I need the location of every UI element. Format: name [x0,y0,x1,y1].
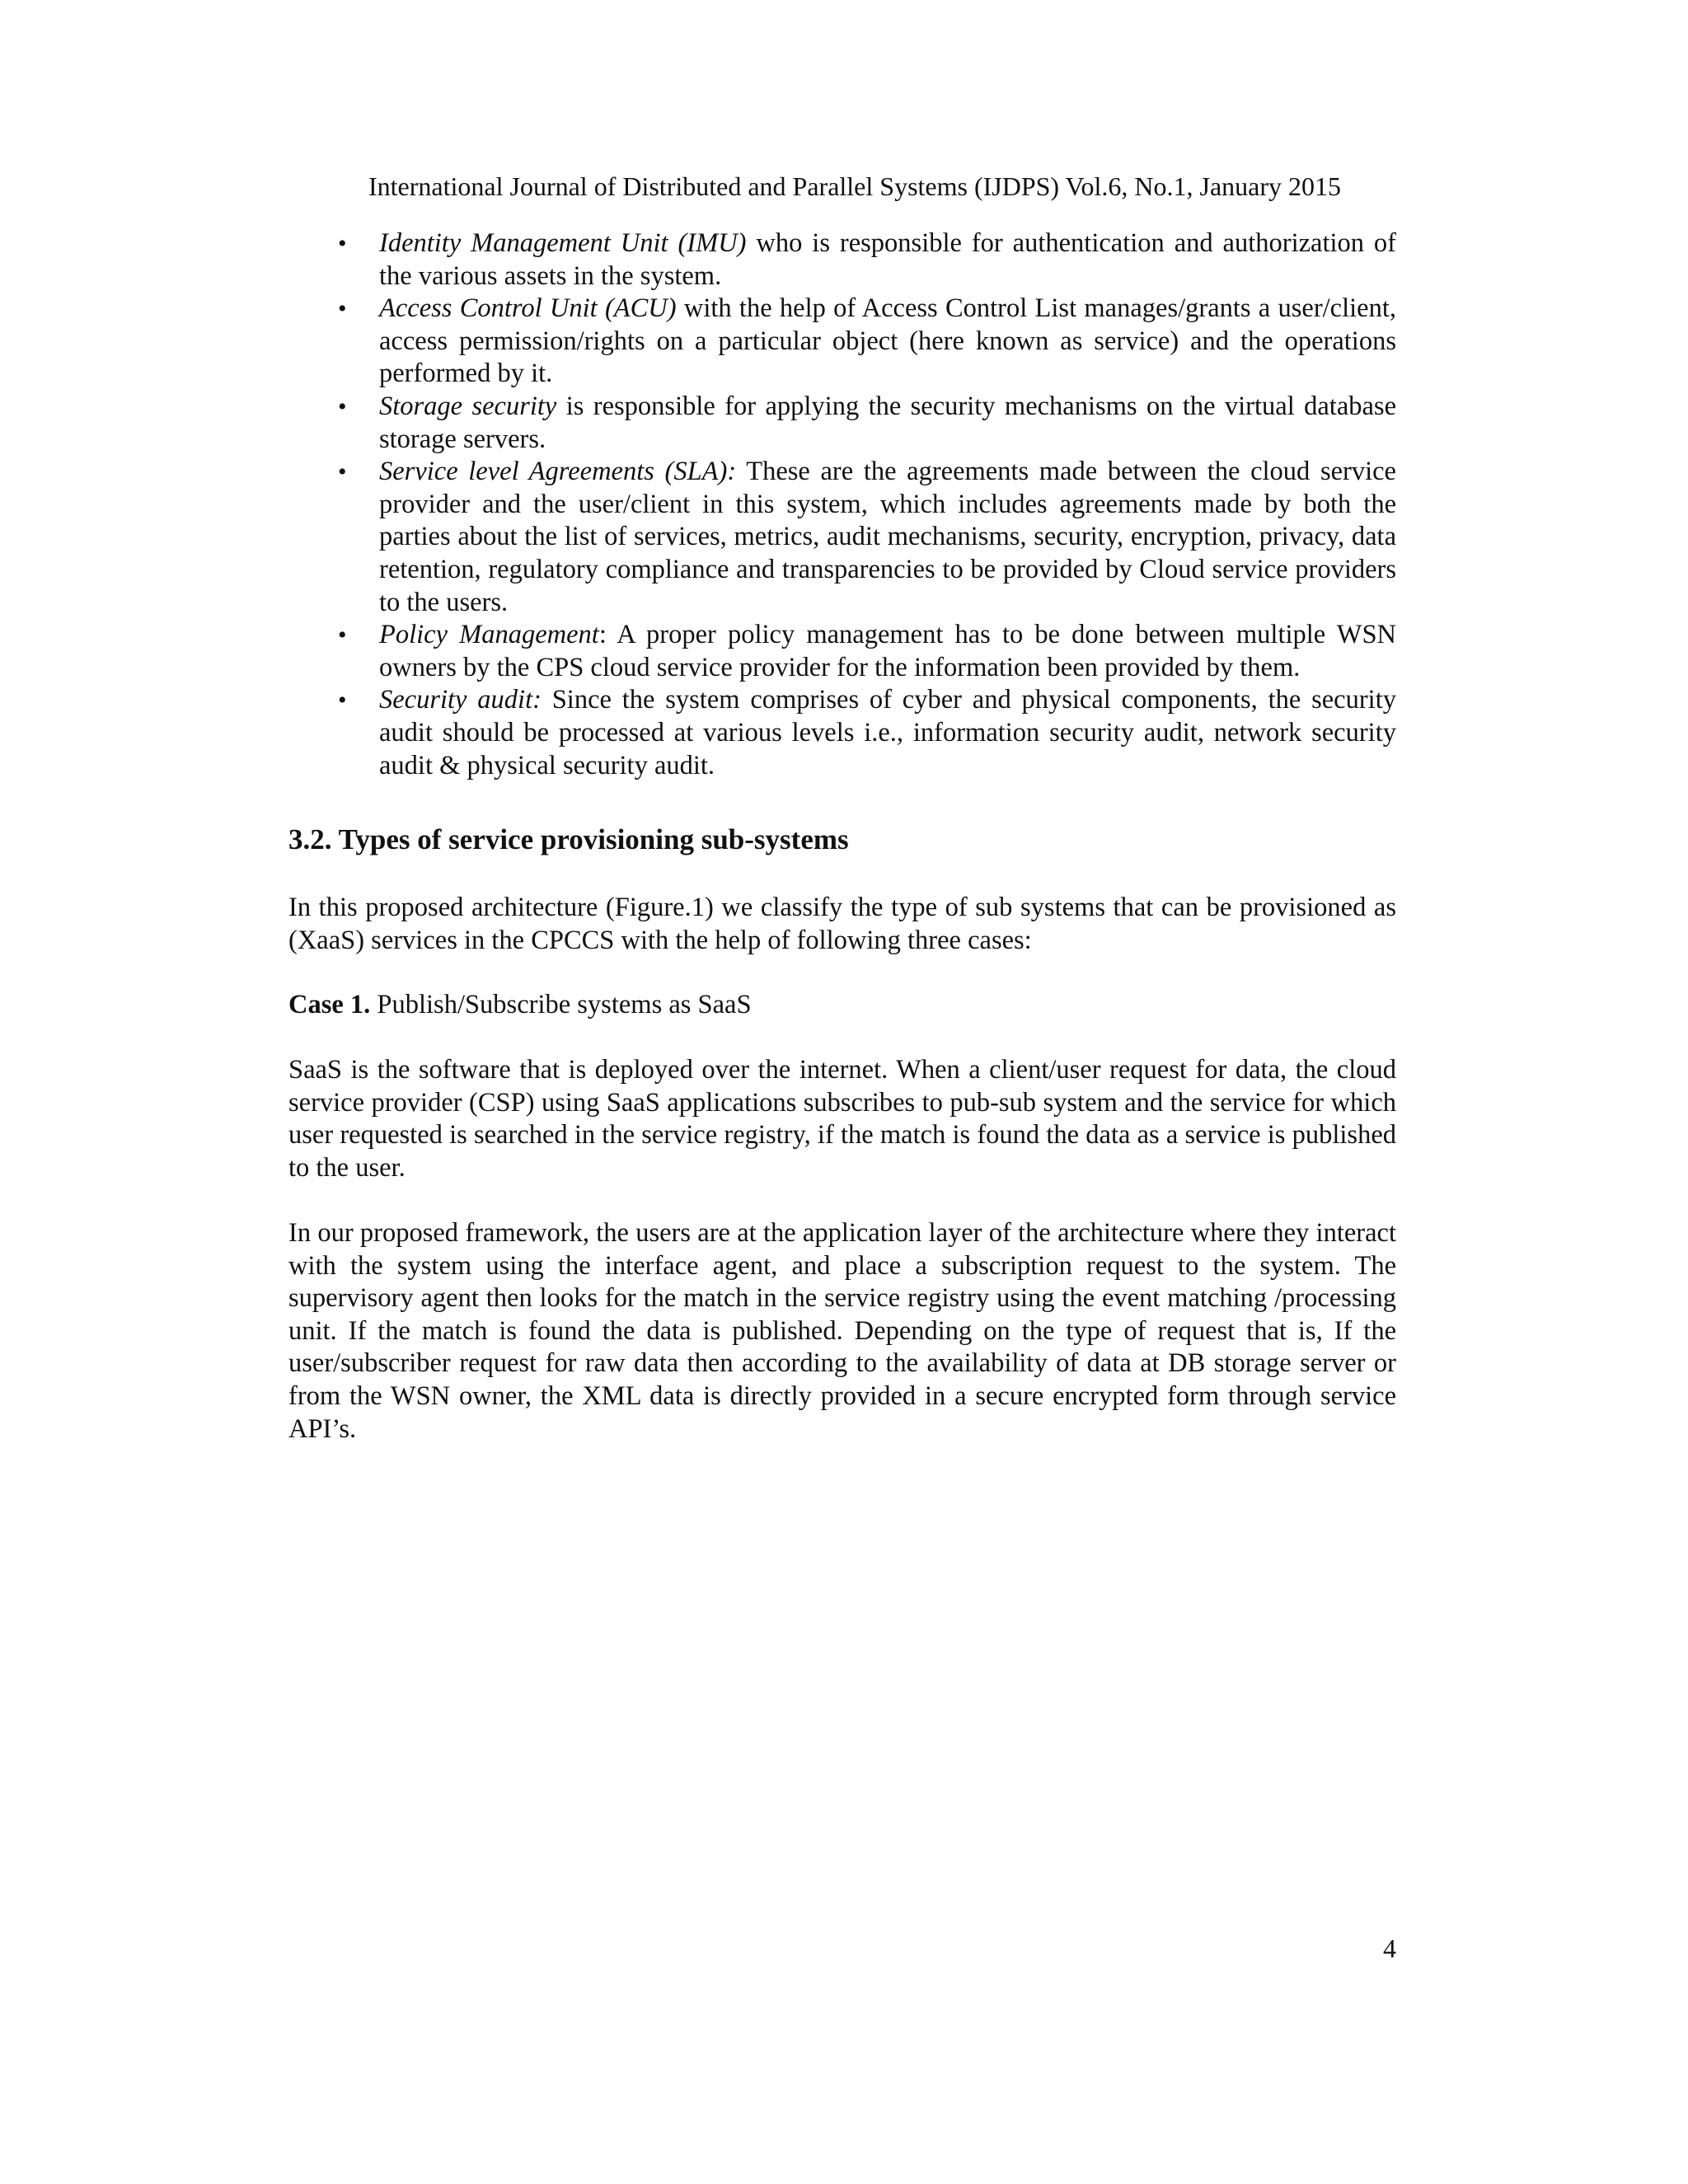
bullet-icon: • [338,458,347,486]
case-heading [288,989,1396,1022]
bullet-text: : A proper policy management has to be done between multiple WSN owners by the CPS cloud service provider for the information been provided by them. [379,620,1396,682]
case-title: Publish/Subscribe systems as SaaS [370,990,752,1019]
case-label: Case 1. [288,990,371,1019]
saas-paragraph: SaaS is the software that is deployed over the internet. When a client/user request for data, the cloud service provider (CSP) using SaaS applications subscribes to pub-sub system and the service for which user requested is searched in the service registry, if the match is found the data as a service is published to the user. [288,1055,1396,1183]
bullet-text: Since the system comprises of cyber and physical components, the security audit should be processed at various levels i.e., information security audit, network security audit & physical security audit. [379,685,1396,780]
bullet-text: with the help of Access Control List manages/grants a user/client, access permission/rights on a particular object (here known as service) and the operations performed by it. [379,293,1396,389]
bullet-icon: • [338,230,347,257]
bullet-term: Service level Agreements (SLA): [379,457,737,487]
security-units-list [288,227,1396,782]
section-heading: 3.2. Types of service provisioning sub-systems [288,823,849,855]
list-item [288,227,1396,293]
bullet-term: Security audit: [379,685,542,715]
list-item [288,456,1396,619]
bullet-term: Identity Management Unit (IMU) [379,228,747,258]
bullet-icon: • [338,687,347,715]
page-number: 4 [1383,1933,1396,1963]
bullet-text: These are the agreements made between the cloud service provider and the user/client in this system, which includes agreements made by both the parties about the list of services, metrics, audit mechanisms, security, encryption, privacy, data retention, regulatory compliance and transparencies to be provided by Cloud service providers to the users. [379,457,1396,617]
list-item [288,391,1396,456]
bullet-icon: • [338,392,347,420]
bullet-icon: • [338,295,347,323]
list-item [288,293,1396,391]
bullet-text: is responsible for applying the security mechanisms on the virtual database storage servers. [379,391,1396,454]
list-item [288,684,1396,782]
running-header: International Journal of Distributed and Parallel Systems (IJDPS) Vol.6, No.1, January 2015 [368,171,1341,201]
bullet-term: Storage security [379,391,557,421]
bullet-text: who is responsible for authentication and authorization of the various assets in the system. [379,228,1396,291]
bullet-term: Access Control Unit (ACU) [379,293,677,324]
intro-paragraph: In this proposed architecture (Figure.1) we classify the type of sub systems that can be provisioned as (XaaS) services in the CPCCS with the help of following three cases: [288,893,1396,955]
list-item [288,619,1396,684]
framework-paragraph: In our proposed framework, the users are at the application layer of the architecture where they interact with the system using the interface agent, and place a subscription request to the system. The supervisory agent then looks for the match in the service registry using the event matching /processing unit. If the match is found the data is published. Depending on the type of request that is, If the user/subscriber request for raw data then according to the availability of data at DB storage server or from the WSN owner, the XML data is directly provided in a secure encrypted form through service API’s. [288,1218,1396,1444]
bullet-term: Policy Management [379,620,599,650]
bullet-icon: • [338,621,347,649]
